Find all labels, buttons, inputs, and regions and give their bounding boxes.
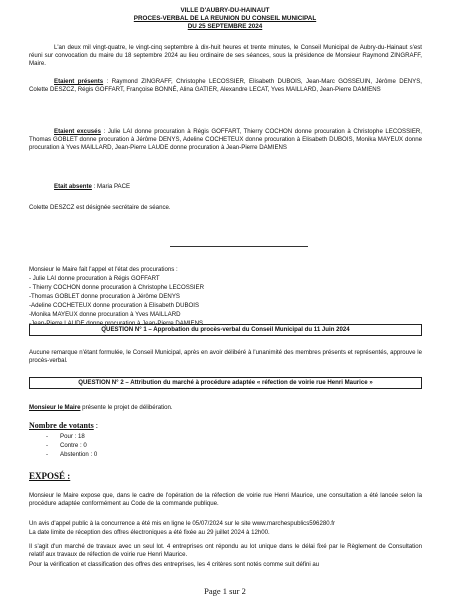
bullet-dash: - (46, 433, 49, 440)
roll-call-item: - Julie LAI donne procuration à Régis GOFFART (29, 275, 160, 282)
votes-heading (29, 421, 422, 431)
bullet-dash: - (46, 451, 49, 458)
roll-call-item: -Monika MAYEUX donne procuration à Yves MAILLARD (29, 311, 181, 318)
expose-paragraph-5: Pour la vérification et classification des offres des entreprises, les 4 critères sont notés comme suit défini au (29, 561, 320, 568)
vote-count-for: - Pour : 18 (46, 433, 85, 440)
votes-colon: : (93, 421, 98, 430)
roll-call-item: - Thierry COCHON donne procuration à Christophe LECOSSIER (29, 284, 204, 291)
absent-label: Etait absente (54, 183, 92, 190)
roll-call-item: -Jean-Pierre LAUDE donne procuration à Jean-Pierre DAMIENS (29, 320, 204, 327)
municipality-name: VILLE D'AUBRY-DU-HAINAUT (180, 7, 270, 14)
question-1-text: Aucune remarque n'étant formulée, le Conseil Municipal, après en avoir délibéré à l'unanimité des membres présents et représentés, approuve le procès-verbal. (29, 349, 422, 364)
present-list: : Raymond ZINGRAFF, Christophe LECOSSIER, Elisabeth DUBOIS, Jean-Marc GOSSEUIN, Jérôme DENYS, Colette DESZCZ, Régis GOFFART, Françoise BONNÉ, Alina GATIER, Alexandre LECAT, Yves MAILLARD, Jean-Pierre DAMIENS (29, 78, 422, 93)
presenter-name: Monsieur le Maire (29, 404, 81, 411)
presenter-line (29, 404, 422, 412)
vote-count-abstention: - Abstention : 0 (46, 451, 98, 458)
excused-paragraph (29, 128, 422, 152)
excused-list: : Julie LAI donne procuration à Régis GOFFART, Thierry COCHON donne procuration à Christophe LECOSSIER, Thomas GOBLET donne procuration à Jérôme DENYS, Adeline COCHETEUX donne procuration à Elisabeth DUBOIS, Monika MAYEUX donne procuration à Yves MAILLARD, Jean-Pierre LAUDE donne procuration à Jean-Pierre DAMIENS (29, 128, 422, 151)
intro-paragraph: L'an deux mil vingt-quatre, le vingt-cinq septembre à dix-huit heures et trente minutes, le Conseil Municipal de Aubry-du-Hainaut s'est réuni sur convocation du maire du 18 septembre 2024 au lieu ordinaire de ses séances, sous la présidence de Monsieur Raymond ZINGRAFF, Maire. (29, 44, 422, 67)
bullet-dash: - (46, 442, 49, 449)
question-1-box: QUESTION N° 1 – Approbation du procès-verbal du Conseil Municipal du 11 Juin 2024 (29, 324, 422, 336)
question-2-box: QUESTION N° 2 – Attribution du marché à procédure adaptée « réfection de voirie rue Henri Maurice » (29, 377, 422, 389)
votes-title: Nombre de votants (29, 421, 94, 430)
expose-paragraph-2: Un avis d'appel public à la concurrence a été mis en ligne le 05/07/2024 sur le site www.marchespublics596280.fr (29, 520, 336, 527)
meeting-date: DU 25 SEPTEMBRE 2024 (187, 23, 263, 30)
page-footer: Page 1 sur 2 (204, 586, 246, 596)
expose-heading: EXPOSÉ : (29, 471, 71, 481)
excused-label: Etaient excusés (54, 128, 101, 135)
absent-list: : Maria PACE (91, 183, 131, 190)
present-label: Etaient présents (54, 78, 104, 85)
document-title: PROCES-VERBAL DE LA REUNION DU CONSEIL MUNICIPAL (133, 15, 317, 22)
presenter-rest: présente le projet de délibération. (80, 404, 173, 411)
absent-paragraph (29, 183, 422, 191)
roll-call-item: -Adeline COCHETEUX donne procuration à Elisabeth DUBOIS (29, 302, 200, 309)
roll-call-intro: Monsieur le Maire fait l'appel et l'état des procurations : (29, 266, 178, 273)
separator-rule (170, 246, 308, 247)
secretary-line: Colette DESZCZ est désignée secrétaire de séance. (29, 204, 171, 211)
present-paragraph (29, 78, 422, 94)
expose-paragraph-1: Monsieur le Maire expose que, dans le cadre de l'opération de la réfection de voirie rue Henri Maurice, une consultation a été lancée selon la procédure adaptée conformément au Code de la commande publique. (29, 492, 422, 507)
vote-count-against: - Contre : 0 (46, 442, 87, 449)
expose-paragraph-3: La date limite de réception des offres électroniques a été fixée au 29 juillet 2024 à 12h00. (29, 529, 270, 536)
expose-paragraph-4: Il s'agit d'un marché de travaux avec un seul lot. 4 entreprises ont répondu au lot unique dans le délai fixé par le Règlement de Consultation relatif aux travaux de réfection de voirie rue Henri Maurice. (29, 543, 422, 558)
roll-call-item: -Thomas GOBLET donne procuration à Jérôme DENYS (29, 293, 180, 300)
